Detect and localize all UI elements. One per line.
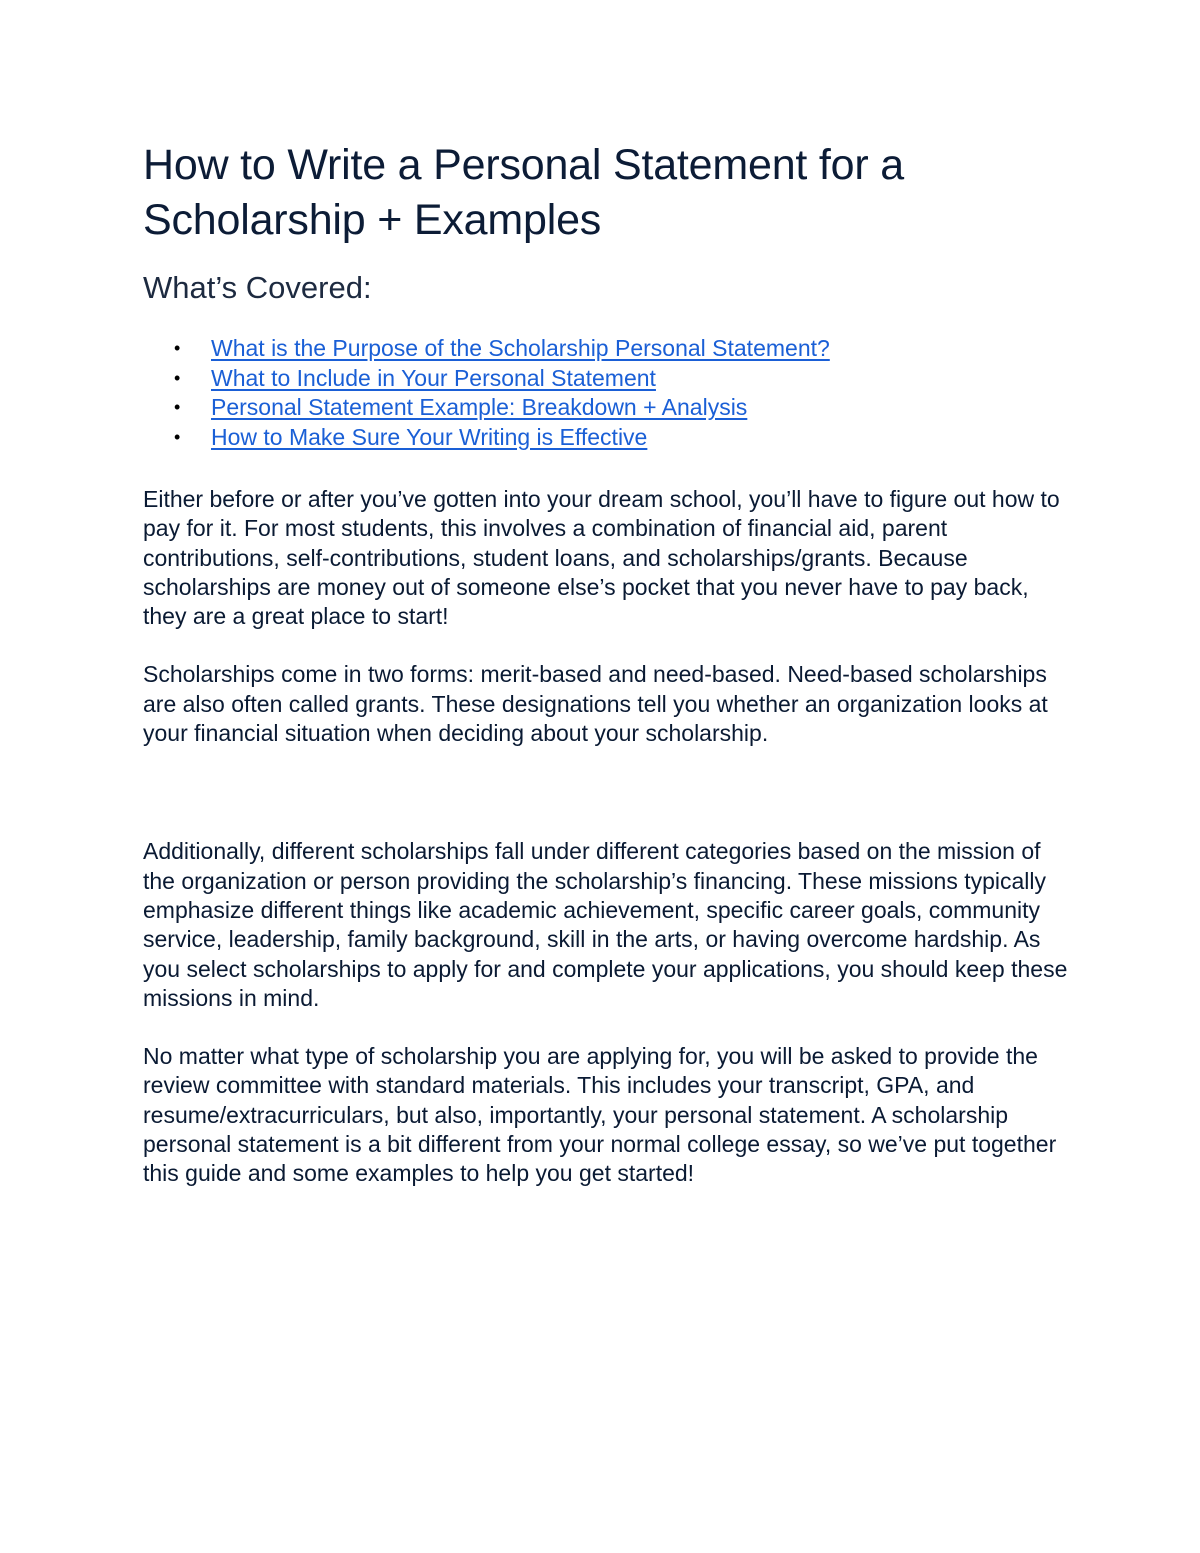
toc-link-purpose[interactable]: What is the Purpose of the Scholarship Personal Statement? — [211, 335, 830, 361]
bullet-icon: • — [174, 338, 181, 358]
document-page — [143, 138, 1073, 1189]
toc-item — [143, 364, 1073, 394]
toc-link-what-to-include[interactable]: What to Include in Your Personal Statement — [211, 364, 656, 391]
whats-covered-heading: What’s Covered: — [143, 270, 372, 305]
toc-link-effective-writing[interactable]: How to Make Sure Your Writing is Effective — [211, 423, 648, 450]
toc-item — [143, 423, 1073, 453]
paragraph-materials: No matter what type of scholarship you are applying for, you will be asked to provide the review committee with standard materials. This includes your transcript, GPA, and resume/extracurriculars, but also, importantly, your personal statement. A scholarship personal statement is a bit different from your normal college essay, so we’ve put together this guide and some examples to help you get started! — [143, 1043, 1057, 1187]
bullet-icon: • — [174, 426, 181, 447]
toc-item — [143, 393, 1073, 423]
paragraph-categories: Additionally, different scholarships fall under different categories based on the mission of the organization or person providing the scholarship’s financing. These missions typically emphasize different things like academic achievement, specific career goals, community service, leadership, family background, skill in the arts, or having overcome hardship. As you select scholarships to apply for and complete your applications, you should keep these missions in mind. — [143, 838, 1068, 1011]
bullet-icon: • — [174, 367, 181, 388]
page-title: How to Write a Personal Statement for a Scholarship + Examples — [143, 141, 904, 244]
bullet-icon: • — [174, 397, 181, 417]
toc-link-example-breakdown[interactable]: Personal Statement Example: Breakdown + Analysis — [211, 394, 748, 420]
paragraph-scholarship-forms: Scholarships come in two forms: merit-based and need-based. Need-based scholarships are also often called grants. These designations tell you whether an organization looks at your financial situation when deciding about your scholarship. — [143, 661, 1048, 747]
table-of-contents — [143, 334, 1073, 452]
paragraph-intro: Either before or after you’ve gotten into your dream school, you’ll have to figure out how to pay for it. For most students, this involves a combination of financial aid, parent contributions, self-contributions, student loans, and scholarships/grants. Because scholarships are money out of someone else’s pocket that you never have to pay back, they are a great place to start! — [143, 486, 1060, 630]
toc-item — [143, 334, 1073, 364]
